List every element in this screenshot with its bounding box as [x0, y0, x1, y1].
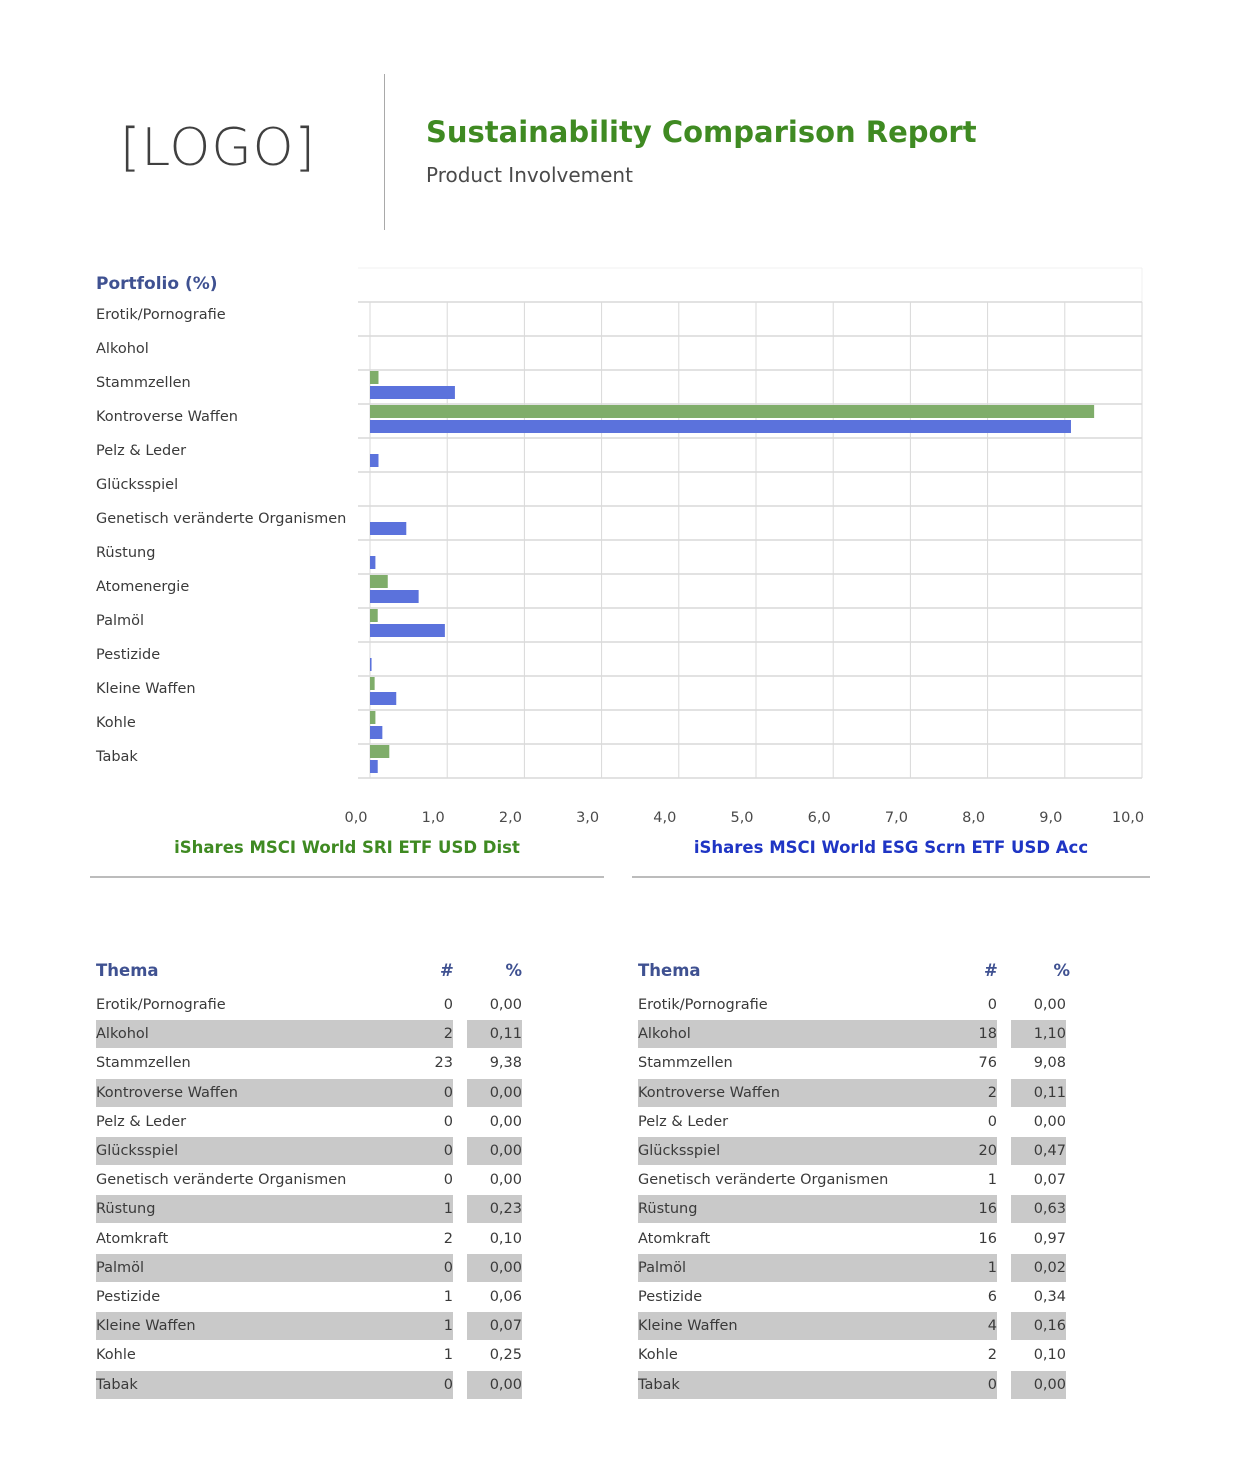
- bar-esg-screened: [370, 658, 372, 671]
- x-tick-label: 6,0: [807, 810, 831, 826]
- bar-esg-screened: [370, 726, 382, 739]
- row-percent: 0,07: [467, 1312, 522, 1340]
- table-header-percent: %: [1053, 961, 1070, 980]
- table-header-theme: Thema: [638, 961, 701, 980]
- row-percent: 0,00: [467, 1079, 522, 1107]
- table-row: [96, 1108, 536, 1137]
- bar-sri: [370, 711, 375, 724]
- bar-esg-screened: [370, 692, 396, 705]
- row-theme: Palmöl: [638, 1254, 997, 1282]
- table-row: [96, 991, 536, 1020]
- bar-sri: [370, 575, 388, 588]
- row-theme: Genetisch veränderte Organismen: [96, 1172, 347, 1189]
- row-percent: 0,97: [1033, 1230, 1066, 1247]
- row-count: 1: [443, 1201, 453, 1218]
- report-title: Sustainability Comparison Report: [426, 115, 977, 149]
- chart-category-label: Pestizide: [96, 647, 161, 663]
- row-count: 0: [443, 1143, 453, 1159]
- row-theme: Tabak: [638, 1371, 997, 1399]
- row-theme: Alkohol: [96, 1020, 453, 1048]
- bar-esg-screened: [370, 522, 406, 535]
- row-count: 1: [443, 1318, 453, 1335]
- table-row: [96, 1049, 536, 1078]
- table-header-theme: Thema: [96, 961, 159, 980]
- bar-esg-screened: [370, 556, 375, 569]
- row-percent: 0,00: [489, 1113, 522, 1130]
- row-count: 0: [443, 1113, 453, 1130]
- table-row: [638, 1254, 1078, 1283]
- row-theme: Atomkraft: [96, 1230, 169, 1247]
- bar-sri: [370, 371, 378, 384]
- row-theme: Alkohol: [638, 1020, 997, 1048]
- x-tick-label: 1,0: [421, 810, 445, 826]
- row-percent: 0,06: [489, 1289, 522, 1305]
- fund-divider-left: [90, 876, 604, 878]
- table-row: [638, 1049, 1078, 1078]
- chart-category-label: Stammzellen: [96, 375, 191, 391]
- row-count: 1: [443, 1289, 453, 1305]
- row-percent: 0,23: [467, 1195, 522, 1223]
- row-percent: 0,10: [1033, 1347, 1066, 1364]
- chart-category-label: Glücksspiel: [96, 477, 179, 493]
- table-row: [638, 1195, 1078, 1224]
- row-count: 6: [987, 1289, 997, 1305]
- x-tick-label: 7,0: [884, 810, 908, 826]
- row-percent: 0,47: [1011, 1137, 1066, 1165]
- row-theme: Pelz & Leder: [96, 1113, 187, 1130]
- chart-category-label: Alkohol: [96, 341, 149, 357]
- bar-sri: [370, 677, 375, 690]
- row-percent: 0,00: [489, 997, 522, 1013]
- row-theme: Erotik/Pornografie: [638, 997, 768, 1013]
- row-count: 2: [443, 1026, 453, 1043]
- row-theme: Kleine Waffen: [638, 1312, 997, 1340]
- table-row: [638, 1108, 1078, 1137]
- table-row: [638, 1283, 1078, 1312]
- row-percent: 0,11: [1011, 1079, 1066, 1107]
- bar-esg-screened: [370, 386, 455, 399]
- row-theme: Genetisch veränderte Organismen: [638, 1172, 889, 1189]
- row-theme: Erotik/Pornografie: [96, 997, 226, 1013]
- row-percent: 0,00: [467, 1371, 522, 1399]
- row-theme: Pestizide: [638, 1289, 703, 1305]
- table-row: [96, 1079, 536, 1108]
- row-percent: 0,00: [467, 1254, 522, 1282]
- bar-sri: [370, 745, 389, 758]
- bar-sri: [370, 609, 378, 622]
- chart-category-label: Kohle: [96, 715, 136, 731]
- chart-category-label: Pelz & Leder: [96, 443, 187, 459]
- row-theme: Kleine Waffen: [96, 1312, 453, 1340]
- row-count: 2: [443, 1230, 453, 1247]
- logo-placeholder: [LOGO]: [120, 118, 316, 178]
- table-row: [638, 1312, 1078, 1341]
- table-row: [638, 1079, 1078, 1108]
- x-tick-label: 5,0: [730, 810, 754, 826]
- x-tick-label: 2,0: [498, 810, 522, 826]
- fund-name-esg-screened: iShares MSCI World ESG Scrn ETF USD Acc: [693, 838, 1089, 857]
- row-theme: Glücksspiel: [96, 1137, 453, 1165]
- row-theme: Kontroverse Waffen: [96, 1079, 453, 1107]
- chart-category-label: Erotik/Pornografie: [96, 307, 226, 323]
- chart-category-label: Kontroverse Waffen: [96, 409, 238, 425]
- row-theme: Stammzellen: [638, 1055, 733, 1072]
- row-count: 0: [443, 1376, 453, 1393]
- row-count: 2: [987, 1084, 997, 1101]
- row-count: 1: [443, 1347, 453, 1364]
- bar-esg-screened: [370, 624, 445, 637]
- row-percent: 0,10: [489, 1230, 522, 1247]
- table-row: [638, 1166, 1078, 1195]
- chart-category-label: Rüstung: [96, 545, 156, 561]
- table-row: [96, 1166, 536, 1195]
- x-tick-label: 0,0: [344, 810, 368, 826]
- table-row: [638, 1137, 1078, 1166]
- row-percent: 0,11: [467, 1020, 522, 1048]
- table-row: [96, 1341, 536, 1370]
- row-count: 16: [978, 1201, 997, 1218]
- row-theme: Kohle: [638, 1347, 678, 1364]
- row-count: 1: [987, 1259, 997, 1276]
- row-count: 4: [987, 1318, 997, 1335]
- involvement-table-sri: [96, 958, 526, 1408]
- row-theme: Rüstung: [96, 1195, 453, 1223]
- fund-name-sri: iShares MSCI World SRI ETF USD Dist: [174, 838, 520, 857]
- row-theme: Kontroverse Waffen: [638, 1079, 997, 1107]
- row-theme: Palmöl: [96, 1254, 453, 1282]
- table-header-percent: %: [505, 961, 522, 980]
- involvement-table-esg-screened: [638, 958, 1070, 1408]
- chart-title: Portfolio (%): [96, 274, 218, 294]
- row-percent: 0,00: [1011, 1371, 1066, 1399]
- row-count: 18: [978, 1026, 997, 1043]
- row-count: 0: [443, 997, 453, 1013]
- table-row: [638, 1225, 1078, 1254]
- row-percent: 0,02: [1011, 1254, 1066, 1282]
- row-count: 0: [987, 1376, 997, 1393]
- row-percent: 0,00: [467, 1137, 522, 1165]
- row-count: 0: [443, 1259, 453, 1276]
- row-count: 1: [987, 1172, 997, 1189]
- row-count: 0: [987, 997, 997, 1013]
- bar-esg-screened: [370, 420, 1071, 433]
- table-row: [96, 1195, 536, 1224]
- row-theme: Atomkraft: [638, 1230, 711, 1247]
- row-percent: 0,07: [1033, 1172, 1066, 1189]
- row-percent: 0,34: [1033, 1289, 1066, 1305]
- x-tick-label: 9,0: [1039, 810, 1063, 826]
- row-count: 23: [434, 1055, 453, 1072]
- row-count: 76: [978, 1055, 997, 1072]
- table-row: [96, 1283, 536, 1312]
- row-percent: 0,00: [489, 1172, 522, 1189]
- row-theme: Tabak: [96, 1371, 453, 1399]
- table-row: [638, 1371, 1078, 1400]
- table-header-count: #: [984, 961, 998, 980]
- row-theme: Glücksspiel: [638, 1137, 997, 1165]
- row-percent: 9,08: [1033, 1055, 1066, 1072]
- table-header-count: #: [440, 961, 454, 980]
- chart-category-label: Tabak: [96, 749, 138, 765]
- table-row: [638, 1341, 1078, 1370]
- x-tick-label: 3,0: [576, 810, 600, 826]
- table-row: [638, 1020, 1078, 1049]
- bar-esg-screened: [370, 590, 419, 603]
- bar-sri: [370, 405, 1094, 418]
- table-row: [96, 1312, 536, 1341]
- row-theme: Kohle: [96, 1347, 136, 1364]
- row-theme: Rüstung: [638, 1195, 997, 1223]
- row-percent: 1,10: [1011, 1020, 1066, 1048]
- row-count: 0: [443, 1172, 453, 1189]
- row-percent: 9,38: [489, 1055, 522, 1072]
- row-percent: 0,63: [1011, 1195, 1066, 1223]
- fund-divider-right: [632, 876, 1150, 878]
- table-row: [96, 1254, 536, 1283]
- chart-category-label: Kleine Waffen: [96, 681, 196, 697]
- row-theme: Pestizide: [96, 1289, 161, 1305]
- row-percent: 0,25: [489, 1347, 522, 1364]
- row-percent: 0,00: [1033, 1113, 1066, 1130]
- row-count: 20: [978, 1143, 997, 1159]
- x-tick-label: 4,0: [653, 810, 677, 826]
- table-row: [638, 991, 1078, 1020]
- chart-category-label: Palmöl: [96, 613, 145, 629]
- x-tick-label: 10,0: [1111, 810, 1145, 826]
- report-subtitle: Product Involvement: [426, 163, 633, 187]
- table-row: [96, 1371, 536, 1400]
- chart-category-label: Genetisch veränderte Organismen: [96, 511, 347, 527]
- table-row: [96, 1020, 536, 1049]
- row-count: 0: [987, 1113, 997, 1130]
- x-tick-label: 8,0: [962, 810, 986, 826]
- row-percent: 0,00: [1033, 997, 1066, 1013]
- row-theme: Pelz & Leder: [638, 1113, 729, 1130]
- row-count: 16: [978, 1230, 997, 1247]
- chart-category-label: Atomenergie: [96, 579, 190, 595]
- row-theme: Stammzellen: [96, 1055, 191, 1072]
- row-percent: 0,16: [1011, 1312, 1066, 1340]
- bar-esg-screened: [370, 454, 378, 467]
- table-row: [96, 1137, 536, 1166]
- row-count: 2: [987, 1347, 997, 1364]
- row-count: 0: [443, 1084, 453, 1101]
- bar-esg-screened: [370, 760, 378, 773]
- table-row: [96, 1225, 536, 1254]
